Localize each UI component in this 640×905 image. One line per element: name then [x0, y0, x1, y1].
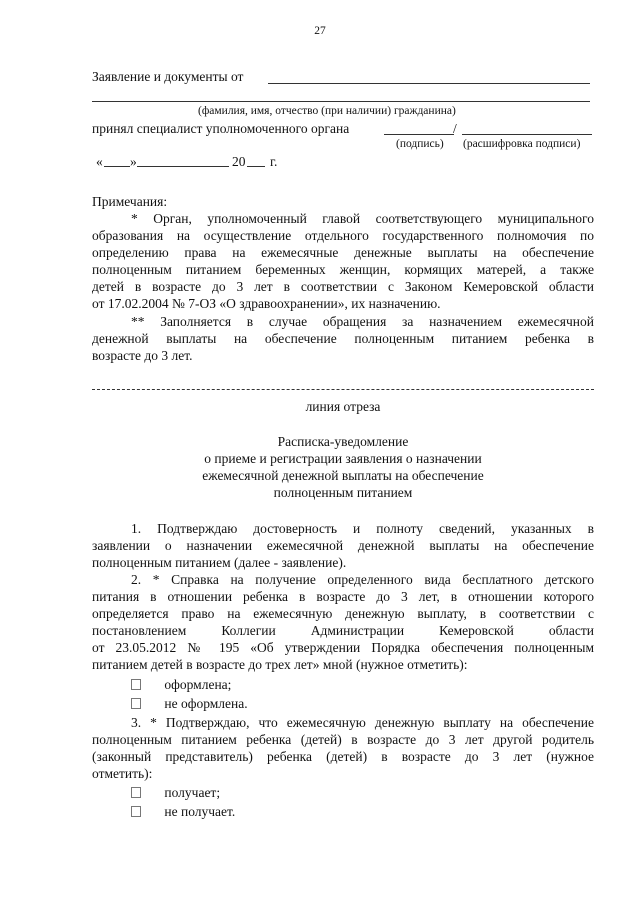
checkbox-not-issued[interactable] — [131, 698, 141, 709]
note-1-line: от 17.02.2004 № 7-ОЗ «О здравоохранении», их назначению. — [92, 296, 441, 311]
fio-caption: (фамилия, имя, отчество (при наличии) гражданина) — [198, 105, 456, 117]
item-1-line: заявлении о назначении ежемесячной денежной выплаты на обеспечение — [92, 538, 594, 553]
item-1-line: 1. Подтверждаю достоверность и полноту сведений, указанных в — [131, 521, 594, 536]
receipt-title-line: о приеме и регистрации заявления о назначении — [204, 451, 482, 466]
note-2-line: денежной выплаты на обеспечение полноценным питанием ребенка в — [92, 331, 594, 346]
item-1-line: полноценным питанием (далее - заявление). — [92, 555, 347, 570]
option-issued[interactable] — [131, 676, 231, 693]
checkbox-receives[interactable] — [131, 787, 141, 798]
item-2-line: питания в отношении ребенка в возрасте до 3 лет, в отношении которого — [92, 589, 594, 604]
receipt-title-line: полноценным питанием — [273, 485, 413, 500]
note-1-line: полноценным питанием беременных женщин, кормящих матерей, а также — [92, 262, 594, 277]
option-receives-label: получает; — [164, 785, 221, 800]
option-not-receives[interactable] — [131, 803, 235, 820]
date-day-field[interactable] — [104, 166, 130, 167]
applicant-name-field-line2[interactable] — [92, 101, 590, 102]
option-not-issued-label: не оформлена. — [164, 696, 248, 711]
application-from-label: Заявление и документы от — [92, 69, 244, 84]
option-not-issued[interactable] — [131, 695, 248, 712]
note-1-line: определению права на ежемесячные денежные выплаты на обеспечение — [92, 245, 594, 260]
item-3-line: полноценным питанием ребенка (детей) в возрасте до 3 лет другой родитель — [92, 732, 594, 747]
item-2-line: постановлением Коллегии Администрации Кемеровской области — [92, 623, 594, 638]
signature-decoding-caption: (расшифровка подписи) — [463, 138, 581, 150]
item-2-line: определяется право на ежемесячную денежную выплату, в соответствии с — [92, 606, 594, 621]
date-close-quote: » — [130, 154, 137, 169]
receipt-title-line: Расписка-уведомление — [277, 434, 409, 449]
date-year-field[interactable] — [247, 166, 265, 167]
option-receives[interactable] — [131, 784, 220, 801]
note-1-line: образования на осуществление отдельного государственного полномочия по — [92, 228, 594, 243]
item-2-line: от 23.05.2012 № 195 «Об утверждении Порядка обеспечения полноценным — [92, 640, 594, 655]
checkbox-not-receives[interactable] — [131, 806, 141, 817]
cut-line-label: линия отреза — [305, 399, 381, 414]
note-1-line: * Орган, уполномоченный главой соответствующего муниципального — [131, 211, 594, 226]
slash: / — [453, 121, 457, 136]
signature-field[interactable] — [384, 134, 454, 135]
item-2-line: 2. * Справка на получение определенного вида бесплатного детского — [131, 572, 594, 587]
cut-line — [92, 389, 594, 390]
notes-title: Примечания: — [92, 194, 168, 209]
receipt-title-line: ежемесячной денежной выплаты на обеспечение — [202, 468, 484, 483]
date-month-field[interactable] — [137, 166, 229, 167]
date-open-quote: « — [96, 154, 103, 169]
date-year-suffix: г. — [270, 154, 278, 169]
item-3-line: отметить): — [92, 766, 153, 781]
note-2-line: возрасте до 3 лет. — [92, 348, 193, 363]
signature-decoding-field[interactable] — [462, 134, 592, 135]
item-3-line: (законный представитель) ребенка (детей) в возрасте до 3 лет (нужное — [92, 749, 594, 764]
option-not-receives-label: не получает. — [164, 804, 236, 819]
item-3-line: 3. * Подтверждаю, что ежемесячную денежную выплату на обеспечение — [131, 715, 594, 730]
item-2-line: питанием детей в возрасте до трех лет» мной (нужное отметить): — [92, 657, 468, 672]
note-1-line: детей в возрасте до 3 лет в соответствии с Законом Кемеровской области — [92, 279, 594, 294]
signature-caption: (подпись) — [396, 138, 444, 150]
date-year-prefix: 20 — [232, 154, 246, 169]
checkbox-issued[interactable] — [131, 679, 141, 690]
option-issued-label: оформлена; — [164, 677, 232, 692]
accepted-by-label: принял специалист уполномоченного органа — [92, 121, 350, 136]
page-number: 27 — [314, 25, 326, 37]
note-2-line: ** Заполняется в случае обращения за назначением ежемесячной — [131, 314, 594, 329]
applicant-name-field[interactable] — [268, 83, 590, 84]
